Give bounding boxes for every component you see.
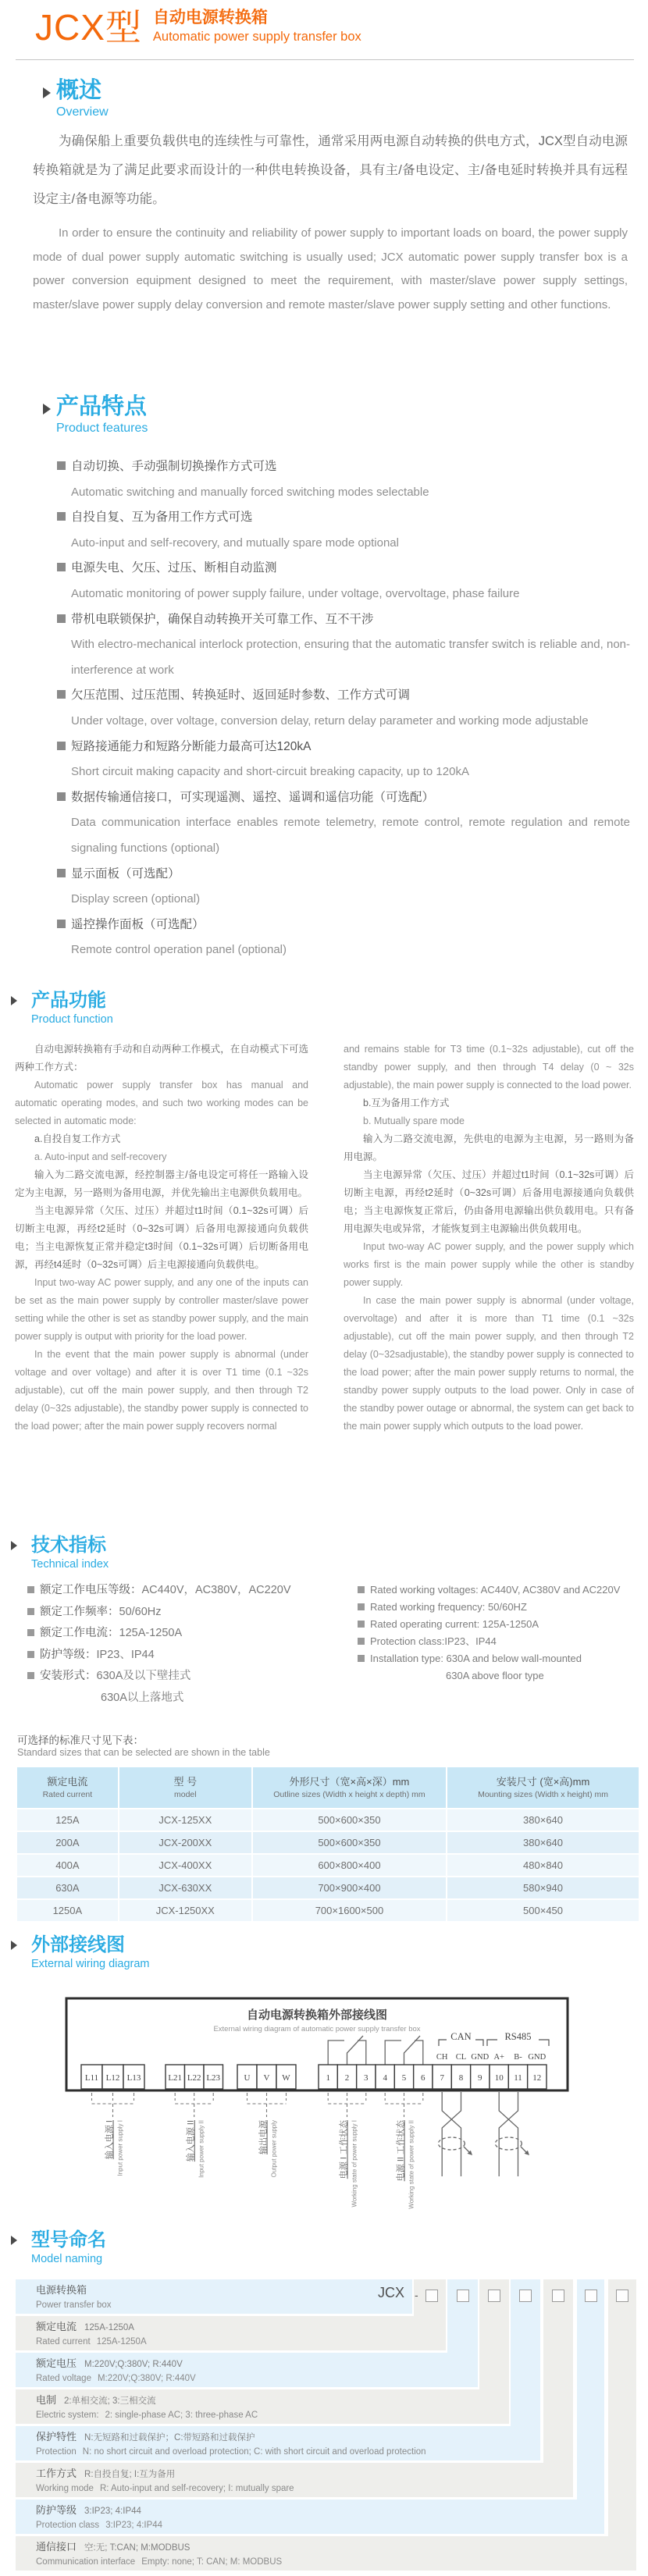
triangle-icon bbox=[11, 2236, 17, 2245]
model-naming-diagram bbox=[0, 2279, 648, 2572]
terminal-label: 7 bbox=[440, 2073, 444, 2083]
group-label-en: Input power supply I bbox=[116, 2120, 124, 2176]
feature-en: With electro-mechanical interlock protection, ensuring that the automatic transfer switch is reliable and, non-interference at work bbox=[71, 638, 630, 677]
feature-zh: 自投自复、互为备用工作方式可选 bbox=[71, 511, 253, 525]
feature-item bbox=[57, 505, 630, 556]
tech-item bbox=[358, 1650, 639, 1667]
naming-row: 保护特性 N:无短路和过载保护；C:带短路和过载保护 Protection N: no short circuit and overload protection; C: with short circuit and overload protection bbox=[16, 2426, 540, 2460]
col-model: 型 号 model bbox=[119, 1767, 251, 1808]
square-bullet-icon bbox=[27, 1608, 34, 1615]
naming-label-en: Protection class bbox=[36, 2521, 100, 2530]
function-paragraph: 当主电源异常（欠压、过压）并超过t1时间（0.1~32s可调）后切断主电源，再经t2延时（0~32s可调）后备用电源接通向负载供电；当主电源恢复正常并稳定t3时间（0.1~32s可调）后切断备用电源，再经t4延时（0~32s可调）后主电源接通向负载供电。 bbox=[15, 1205, 308, 1270]
tech-item bbox=[358, 1633, 639, 1650]
group-label-zh: 输入电源 II bbox=[186, 2120, 196, 2162]
section-function-heading bbox=[0, 990, 113, 1027]
naming-row: 工作方式 R:自投自复; I:互为备用 Working mode R: Auto-input and self-recovery; I: mutually spare bbox=[16, 2463, 573, 2497]
feature-item bbox=[57, 454, 630, 505]
technical-list-zh bbox=[27, 1580, 340, 1709]
feature-item bbox=[57, 556, 630, 607]
feature-zh: 带机电联锁保护，确保自动转换开关可靠工作、互不干涉 bbox=[71, 612, 374, 626]
group-label-zh: 电源 I 工作状态 bbox=[339, 2120, 349, 2179]
section-wiring-heading bbox=[0, 1934, 150, 1972]
triangle-icon bbox=[43, 87, 51, 98]
feature-zh: 数据传输通信接口，可实现遥测、遥控、遥调和遥信功能（可选配） bbox=[71, 790, 435, 804]
terminal-label: V bbox=[263, 2073, 270, 2083]
naming-row: 额定电压 M:220V;Q:380V; R:440V Rated voltage M:220V;Q:380V; R:440V bbox=[16, 2353, 478, 2387]
group-label-zh: 输入电源 I bbox=[105, 2120, 115, 2160]
digit-column bbox=[447, 2279, 478, 2353]
feature-item bbox=[57, 913, 630, 963]
feature-en: Data communication interface enables remote telemetry, remote control, remote regulation and remote signaling functions (optional) bbox=[71, 816, 630, 855]
triangle-icon bbox=[43, 404, 51, 415]
tech-label: 额定工作频率： bbox=[40, 1605, 119, 1618]
header-divider bbox=[16, 59, 634, 60]
tech-value: AC440V，AC380V，AC220V bbox=[141, 1584, 291, 1596]
feature-item bbox=[57, 735, 630, 785]
standard-sizes-table bbox=[16, 1766, 640, 1923]
digit-column bbox=[479, 2279, 509, 2389]
terminal-label: 11 bbox=[514, 2073, 522, 2083]
naming-label-zh: 额定电压 bbox=[36, 2357, 77, 2369]
pin-label: GND bbox=[528, 2053, 547, 2062]
terminal-label: 8 bbox=[458, 2073, 464, 2083]
tech-value: Rated working voltages: AC440V, AC380V and AC220V bbox=[370, 1584, 621, 1596]
naming-label-zh: 额定电流 bbox=[36, 2321, 77, 2332]
heading-en: Product function bbox=[31, 1013, 113, 1026]
feature-item bbox=[57, 607, 630, 684]
twisted-pair-can bbox=[438, 2092, 469, 2176]
group-label-zh: 输出电源 bbox=[258, 2120, 269, 2154]
function-paragraph: Automatic power supply transfer box has manual and automatic operating modes, and such two working modes can be selected in automatic mode: bbox=[15, 1080, 308, 1126]
tech-label: 安装形式： bbox=[40, 1670, 97, 1682]
naming-label-en: Rated voltage bbox=[36, 2374, 91, 2383]
tech-item bbox=[27, 1602, 340, 1624]
square-bullet-icon bbox=[358, 1655, 365, 1662]
naming-row: 电制 2:单相交流; 3:三相交流 Electric system: 2: single-phase AC; 3: three-phase AC bbox=[16, 2389, 509, 2424]
heading-zh: 产品功能 bbox=[31, 990, 106, 1011]
table-row: 630A JCX-630XX 700×900×400 580×940 bbox=[17, 1877, 639, 1898]
square-bullet-icon bbox=[27, 1672, 34, 1679]
model-digit-box bbox=[552, 2290, 564, 2302]
feature-zh: 遥控操作面板（可选配） bbox=[71, 917, 205, 931]
heading-zh: 概述 bbox=[56, 78, 102, 103]
model-digit-box bbox=[425, 2290, 438, 2302]
tech-item bbox=[27, 1645, 340, 1667]
terminal-label: L11 bbox=[84, 2073, 99, 2083]
dash-separator: - bbox=[415, 2289, 418, 2301]
table-row: 400A JCX-400XX 600×800×400 480×840 bbox=[17, 1855, 639, 1876]
function-paragraph: 输入为二路交流电源，先供电的电源为主电源，另一路则为备用电源。 bbox=[344, 1133, 634, 1162]
table-intro-zh: 可选择的标准尺寸见下表： bbox=[17, 1735, 144, 1746]
naming-label-en: Electric system: bbox=[36, 2411, 99, 2420]
feature-zh: 短路接通能力和短路分断能力最高可达120kA bbox=[71, 739, 312, 753]
function-columns bbox=[15, 1041, 634, 1436]
overview-paragraph-en: In order to ensure the continuity and reliability of power supply to important loads on board, the power supply mode of dual power supply automatic switching is usually used; JCX automatic power supply transfer box is a power conversion equipment designed to meet the requirement, with master/slave power supply settings, master/slave power supply delay conversion and remote master/slave power supply setting and other functions. bbox=[33, 226, 628, 311]
feature-zh: 自动切换、手动强制切换操作方式可选 bbox=[71, 460, 277, 473]
feature-en: Short circuit making capacity and short-circuit breaking capacity, up to 120kA bbox=[71, 765, 469, 779]
table-row: 200A JCX-200XX 500×600×350 380×640 bbox=[17, 1832, 639, 1853]
naming-label-zh: 工作方式 bbox=[36, 2467, 77, 2479]
terminal-label: 3 bbox=[364, 2073, 369, 2083]
changeover-contact-icon bbox=[328, 2036, 366, 2065]
terminal-label: 5 bbox=[401, 2073, 407, 2083]
tech-value: Protection class:IP23、IP44 bbox=[370, 1635, 497, 1647]
product-model-title: JCX型 bbox=[35, 7, 142, 48]
wiring-diagram bbox=[59, 1995, 574, 2229]
table-row: 125A JCX-125XX 500×600×350 380×640 bbox=[17, 1809, 639, 1831]
function-paragraph: a. Auto-input and self-recovery bbox=[34, 1151, 167, 1162]
pin-label: CH bbox=[436, 2053, 448, 2062]
terminal-label: U bbox=[244, 2073, 251, 2083]
triangle-icon bbox=[11, 1541, 17, 1550]
tech-item bbox=[358, 1599, 639, 1616]
naming-label-en: Communication interface bbox=[36, 2557, 136, 2567]
heading-en: Overview bbox=[56, 105, 109, 119]
naming-row: 通信接口 空:无; T:CAN; M:MODBUS Communication interface Empty: none; T: CAN; M: MODBUS bbox=[16, 2536, 636, 2571]
square-bullet-icon bbox=[358, 1603, 365, 1610]
pin-label: B- bbox=[514, 2053, 522, 2062]
square-bullet-icon bbox=[358, 1586, 365, 1593]
naming-label-zh: 电制 bbox=[36, 2394, 57, 2406]
square-bullet-icon bbox=[27, 1629, 34, 1636]
heading-zh: 产品特点 bbox=[56, 394, 148, 419]
tech-value: 125A-1250A bbox=[119, 1627, 183, 1639]
feature-zh: 欠压范围、过压范围、转换延时、返回延时参数、工作方式可调 bbox=[71, 688, 411, 703]
terminal-label: L12 bbox=[105, 2073, 120, 2083]
naming-label-zh: 电源转换箱 bbox=[36, 2284, 87, 2296]
model-digit-box bbox=[457, 2290, 469, 2302]
square-bullet-icon bbox=[57, 461, 66, 470]
page-header bbox=[35, 5, 361, 50]
pin-label: CL bbox=[455, 2053, 467, 2062]
square-bullet-icon bbox=[57, 563, 66, 571]
tech-item-continuation: 630A above floor type bbox=[446, 1670, 544, 1681]
feature-item bbox=[57, 683, 630, 734]
tech-item bbox=[27, 1623, 340, 1645]
square-bullet-icon bbox=[358, 1638, 365, 1645]
model-prefix: JCX bbox=[377, 2285, 404, 2300]
digit-column bbox=[414, 2279, 446, 2316]
square-bullet-icon bbox=[57, 792, 66, 801]
section-features-heading bbox=[0, 394, 148, 437]
function-paragraph: b. Mutually spare mode bbox=[363, 1115, 465, 1126]
function-paragraph: In case the main power supply is abnormal (under voltage, overvoltage) and after it is more than T1 time (0.1 ~32s adjustable), cut off the main power supply, and then through T2 delay (0~32sadjustable), the standby power supply is connected to the load power; after the main power supply returns to normal, the standby power supply outputs to the load power. Only in case of the standby power outage or abnormal, the system can get back to the main power supply which outputs to the load power. bbox=[344, 1295, 634, 1432]
technical-list-en bbox=[358, 1582, 639, 1685]
terminal-label: W bbox=[282, 2073, 290, 2083]
twisted-pair-rs485 bbox=[495, 2092, 526, 2176]
square-bullet-icon bbox=[358, 1621, 365, 1628]
can-bus-label: CAN bbox=[450, 2031, 472, 2042]
digit-column bbox=[543, 2279, 573, 2463]
tech-item bbox=[27, 1666, 340, 1688]
terminal-label: L13 bbox=[126, 2073, 141, 2083]
group-bracket-icons bbox=[92, 2093, 423, 2117]
terminal-label: 10 bbox=[494, 2073, 504, 2083]
naming-label-en: Working mode bbox=[36, 2484, 94, 2493]
terminal-label: 12 bbox=[532, 2073, 542, 2083]
model-digit-box bbox=[585, 2290, 597, 2302]
heading-zh: 技术指标 bbox=[31, 1535, 106, 1556]
tech-item-continuation: 630A以上落地式 bbox=[101, 1691, 184, 1704]
square-bullet-icon bbox=[27, 1651, 34, 1658]
tech-value: Rated working frequency: 50/60HZ bbox=[370, 1601, 527, 1613]
feature-en: Display screen (optional) bbox=[71, 892, 201, 906]
feature-en: Remote control operation panel (optional) bbox=[71, 943, 287, 957]
feature-item bbox=[57, 862, 630, 913]
tech-item bbox=[358, 1616, 639, 1633]
feature-en: Auto-input and self-recovery, and mutually spare mode optional bbox=[71, 535, 399, 550]
terminal-label: 9 bbox=[478, 2073, 482, 2083]
tech-item bbox=[27, 1580, 340, 1602]
terminal-label: L21 bbox=[168, 2073, 183, 2083]
function-paragraph: Input two-way AC power supply, and any one of the inputs can be set as the main power supply by controller master/slave power setting while the other is set as standby power supply, and the main power supply is output with priority for the load power. bbox=[15, 1277, 308, 1342]
terminal-label: L23 bbox=[206, 2073, 221, 2083]
naming-row bbox=[16, 2279, 412, 2314]
group-label-en: Input power supply II bbox=[198, 2120, 205, 2178]
square-bullet-icon bbox=[27, 1586, 34, 1593]
tech-value: 50/60Hz bbox=[119, 1605, 162, 1618]
function-paragraph: 当主电源异常（欠压、过压）并超过t1时间（0.1~32s可调）后切断主电源，再经t2延时（0~32s可调）后备用电源接通向负载供电；当主电源恢复正常后，仍由备用电源输出供负载用电。只有备用电源失电或异常，才能恢复到主电源输出供负载用电。 bbox=[344, 1169, 634, 1234]
square-bullet-icon bbox=[57, 742, 66, 750]
col-mounting-sizes: 安装尺寸 (宽×高)mm Mounting sizes (Width x height) mm bbox=[447, 1767, 639, 1808]
terminal-strip bbox=[81, 2065, 547, 2089]
terminal-label: 4 bbox=[383, 2073, 387, 2083]
model-digit-box bbox=[488, 2290, 500, 2302]
table-header-row bbox=[17, 1767, 639, 1808]
terminal-label: 2 bbox=[344, 2073, 350, 2083]
table-intro-en: Standard sizes that can be selected are shown in the table bbox=[17, 1747, 270, 1758]
heading-en: External wiring diagram bbox=[31, 1958, 150, 1970]
function-paragraph: b.互为备用工作方式 bbox=[363, 1098, 450, 1108]
wiring-box-title-en: External wiring diagram of automatic power supply transfer box bbox=[213, 2025, 421, 2033]
triangle-icon bbox=[11, 1941, 17, 1950]
square-bullet-icon bbox=[57, 869, 66, 877]
function-paragraph: In the event that the main power supply is abnormal (under voltage and over voltage) and after it is over T1 time (0.1 ~32s adjustable), cut off the main power supply, and then through T2 delay (0~32s adjustable), the standby power supply is connected to the load power; after the main power supply recovers normal bbox=[15, 1349, 308, 1432]
naming-row: 额定电流 125A-1250A Rated current 125A-1250A bbox=[16, 2316, 446, 2350]
square-bullet-icon bbox=[57, 512, 66, 521]
feature-zh: 电源失电、欠压、过压、断相自动监测 bbox=[71, 561, 277, 575]
triangle-icon bbox=[11, 996, 17, 1005]
tech-label: 额定工作电压等级： bbox=[40, 1584, 142, 1596]
heading-zh: 外部接线图 bbox=[31, 1934, 125, 1955]
terminal-label: 1 bbox=[326, 2073, 330, 2083]
tech-item bbox=[358, 1582, 639, 1599]
function-right-column bbox=[344, 1041, 634, 1436]
digit-column bbox=[577, 2279, 604, 2500]
function-paragraph: and remains stable for T3 time (0.1~32s adjustable), cut off the standby power supply, and then through T4 delay (0 ~ 32s adjustable), the main power supply is connected to the load power. bbox=[344, 1044, 634, 1091]
feature-en: Automatic monitoring of power supply failure, under voltage, overvoltage, phase failure bbox=[71, 586, 520, 600]
function-left-column bbox=[15, 1041, 308, 1436]
tech-value: Installation type: 630A and below wall-mounted bbox=[370, 1653, 582, 1664]
model-digit-box bbox=[519, 2290, 532, 2302]
heading-en: Product features bbox=[56, 422, 148, 435]
square-bullet-icon bbox=[57, 920, 66, 928]
pin-label: GND bbox=[471, 2053, 490, 2062]
function-paragraph: 自动电源转换箱有手动和自动两种工作模式，在自动模式下可选两种工作方式： bbox=[15, 1044, 308, 1073]
feature-en: Under voltage, over voltage, conversion delay, return delay parameter and working mode adjustable bbox=[71, 713, 589, 728]
heading-en: Technical index bbox=[31, 1558, 109, 1571]
heading-zh: 型号命名 bbox=[31, 2229, 106, 2250]
feature-zh: 显示面板（可选配） bbox=[71, 866, 180, 881]
terminal-label: L22 bbox=[187, 2073, 201, 2083]
naming-label-en: Protection bbox=[36, 2447, 77, 2457]
group-label-en: Output power supply bbox=[270, 2120, 278, 2178]
group-label-en: Working state of power supply I bbox=[351, 2120, 358, 2208]
overview-paragraph-zh: 为确保船上重要负载供电的连续性与可靠性，通常采用两电源自动转换的供电方式，JCX型自动电源转换箱就是为了满足此要求而设计的一种供电转换设备，具有主/备电设定、主/备电延时转换并具有远程设定主/备电源等功能。 bbox=[33, 134, 628, 206]
col-outline-sizes: 外形尺寸（宽×高×深）mm Outline sizes (Width x height x depth) mm bbox=[253, 1767, 446, 1808]
changeover-contact-icon bbox=[385, 2036, 423, 2065]
feature-en: Automatic switching and manually forced switching modes selectable bbox=[71, 485, 429, 499]
function-paragraph: Input two-way AC power supply, and the power supply which works first is the main power supply while the other is standby power supply. bbox=[344, 1241, 634, 1288]
col-rated-current: 额定电流 Rated current bbox=[17, 1767, 118, 1808]
naming-label-en: Rated current bbox=[36, 2337, 91, 2347]
naming-row: 防护等级 3:IP23; 4:IP44 Protection class 3:IP23; 4:IP44 bbox=[16, 2500, 604, 2534]
pin-label: A+ bbox=[493, 2053, 504, 2062]
naming-label-en: Power transfer box bbox=[36, 2300, 112, 2310]
rs485-bus-label: RS485 bbox=[504, 2031, 532, 2042]
section-technical-heading bbox=[0, 1535, 109, 1572]
tech-label: 额定工作电流： bbox=[40, 1627, 119, 1639]
square-bullet-icon bbox=[57, 614, 66, 623]
naming-label-zh: 通信接口 bbox=[36, 2541, 77, 2553]
naming-label-zh: 防护等级 bbox=[36, 2504, 77, 2516]
tech-value: Rated operating current: 125A-1250A bbox=[370, 1618, 539, 1630]
digit-column bbox=[511, 2279, 540, 2426]
model-digit-box bbox=[616, 2290, 628, 2302]
tech-value: IP23、IP44 bbox=[96, 1648, 155, 1661]
product-title-en: Automatic power supply transfer box bbox=[152, 30, 361, 44]
table-row: 1250A JCX-1250XX 700×1600×500 500×450 bbox=[17, 1900, 639, 1921]
function-paragraph: 输入为二路交流电源，经控制器主/备电设定可将任一路输入设定为主电源，另一路则为备用电源，并优先输出主电源供负载用电。 bbox=[15, 1169, 308, 1198]
tech-label: 防护等级： bbox=[40, 1648, 97, 1661]
heading-en: Model naming bbox=[31, 2253, 103, 2265]
section-naming-heading bbox=[0, 2229, 106, 2267]
tech-value: 630A及以下壁挂式 bbox=[96, 1670, 191, 1682]
group-label-en: Working state of power supply II bbox=[408, 2120, 415, 2209]
square-bullet-icon bbox=[57, 690, 66, 699]
terminal-label: 6 bbox=[421, 2073, 425, 2083]
section-overview-heading bbox=[0, 78, 109, 121]
digit-column bbox=[608, 2279, 636, 2536]
product-title-zh: 自动电源转换箱 bbox=[152, 9, 268, 27]
function-paragraph: a.自投自复工作方式 bbox=[34, 1133, 121, 1144]
feature-list bbox=[57, 454, 630, 963]
wiring-box-title-zh: 自动电源转换箱外部接线图 bbox=[246, 2009, 388, 2022]
naming-label-zh: 保护特性 bbox=[36, 2431, 77, 2443]
group-label-zh: 电源 II 工作状态 bbox=[396, 2120, 406, 2182]
feature-item bbox=[57, 785, 630, 862]
